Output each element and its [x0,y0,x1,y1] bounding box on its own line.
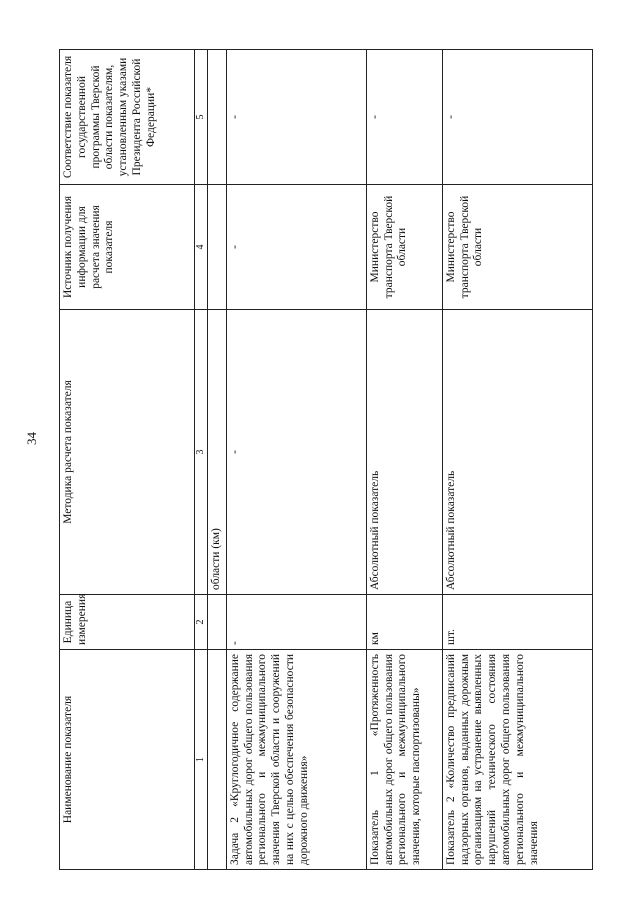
column-number: 5 [195,50,208,185]
indicator-method: - [226,310,366,595]
column-number: 4 [195,185,208,310]
header-compliance: Соответствие показателя государственной программы Тверской области показателям, установленным указами Президента Российской Федерации* [60,50,195,185]
partial-cell [208,650,227,870]
indicator-name: Задача 2 «Круглогодичное содержание автомобильных дорог общего пользования регионального и межмуниципального значения Тверской области и сооружений на них с целью обеспечения безопасности дорожного движения» [226,650,366,870]
column-number: 3 [195,310,208,595]
table-header-row [60,50,195,870]
table-row [366,50,442,870]
indicator-name: Показатель 2 «Количество предписаний надзорных органов, выданных дорожным организациям на устранение выявленных нарушений технического состояния автомобильных дорог общего пользования регионального и межмуниципального значения [442,650,592,870]
indicator-source: Министерство транспорта Тверской области [442,185,592,310]
column-number: 1 [195,650,208,870]
indicator-unit: - [226,595,366,650]
indicator-method: Абсолютный показатель [366,310,442,595]
partial-cell [208,595,227,650]
indicator-source: Министерство транспорта Тверской области [366,185,442,310]
table-row [442,50,592,870]
header-method: Методика расчета показателя [60,310,195,595]
indicator-compliance: - [442,50,592,185]
indicator-unit: шт. [442,595,592,650]
indicator-source: - [226,185,366,310]
indicators-table [59,49,593,870]
partial-row [208,50,227,870]
indicator-method: Абсолютный показатель [442,310,592,595]
header-source: Источник получения информации для расчета значения показателя [60,185,195,310]
partial-cell-text: области (км) [208,310,227,595]
header-indicator-name: Наименование показателя [60,650,195,870]
rotated-table-container [59,50,589,870]
header-unit: Единица измерения [60,595,195,650]
indicator-compliance: - [366,50,442,185]
partial-cell [208,185,227,310]
column-number: 2 [195,595,208,650]
indicator-name: Показатель 1 «Протяженность автомобильных дорог общего пользования регионального и межмуниципального значения, которые паспортизованы» [366,650,442,870]
partial-cell [208,50,227,185]
page-number: 34 [24,432,39,445]
table-row [226,50,366,870]
indicator-unit: км [366,595,442,650]
indicator-compliance: - [226,50,366,185]
column-numbers-row [195,50,208,870]
